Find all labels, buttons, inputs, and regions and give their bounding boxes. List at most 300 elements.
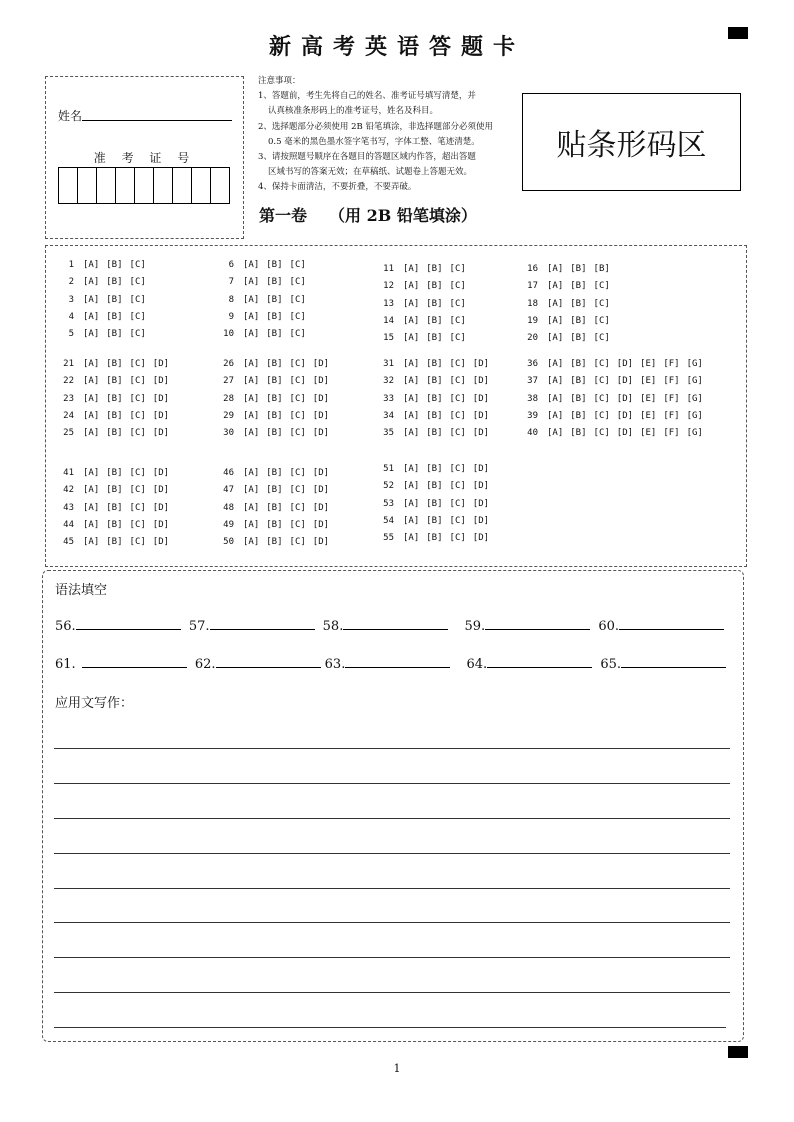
question-number: 52: [383, 481, 394, 492]
answer-option-bubble[interactable]: [C]: [129, 410, 146, 421]
answer-option-bubble[interactable]: [A]: [83, 311, 100, 322]
answer-option-bubble[interactable]: [B]: [426, 410, 443, 421]
question-number: 16: [527, 264, 538, 274]
answer-option-bubble[interactable]: [D]: [312, 393, 330, 404]
answer-option-bubble[interactable]: [A]: [547, 359, 564, 369]
answer-option-bubble[interactable]: [B]: [426, 393, 443, 404]
answer-option-bubble[interactable]: [C]: [449, 281, 466, 292]
question-row: [524, 281, 617, 291]
question-row: [220, 520, 336, 530]
answer-option-bubble[interactable]: [F]: [663, 359, 680, 369]
question-number: 46: [223, 468, 234, 478]
instruction-line: 0.5 毫米的黑色墨水签字笔书写，字体工整、笔迹清楚。: [268, 136, 480, 147]
answer-option-bubble[interactable]: [C]: [449, 481, 466, 492]
question-row: [380, 464, 496, 474]
answer-option-bubble[interactable]: [D]: [312, 428, 330, 439]
blank-line[interactable]: [343, 617, 448, 630]
blank-line[interactable]: [487, 655, 592, 668]
page-title: 新高考英语答题卡: [268, 34, 525, 60]
question-number: 54: [383, 515, 394, 526]
answer-option-bubble[interactable]: [B]: [106, 393, 123, 404]
answer-option-bubble[interactable]: [A]: [83, 329, 100, 340]
answer-option-bubble[interactable]: [C]: [289, 376, 306, 387]
answer-option-bubble[interactable]: [A]: [243, 376, 260, 387]
answer-option-bubble[interactable]: [A]: [83, 410, 100, 421]
answer-option-bubble[interactable]: [B]: [266, 359, 283, 369]
answer-option-bubble[interactable]: [C]: [129, 428, 146, 439]
question-number: 15: [383, 333, 394, 344]
answer-option-bubble[interactable]: [D]: [616, 393, 634, 404]
answer-option-bubble[interactable]: [B]: [106, 329, 123, 340]
answer-option-bubble[interactable]: [B]: [426, 464, 443, 474]
grammar-label: 语法填空: [55, 583, 108, 598]
answer-option-bubble[interactable]: [C]: [289, 519, 306, 530]
answer-option-bubble[interactable]: [B]: [570, 281, 587, 292]
writing-line[interactable]: [54, 922, 730, 923]
question-number: 19: [527, 315, 538, 326]
answer-option-bubble[interactable]: [B]: [570, 410, 587, 421]
answer-option-bubble[interactable]: [A]: [243, 294, 260, 305]
answer-option-bubble[interactable]: [B]: [570, 428, 587, 439]
answer-option-bubble[interactable]: [B]: [106, 485, 123, 496]
answer-option-bubble[interactable]: [A]: [243, 277, 260, 288]
answer-option-bubble[interactable]: [D]: [152, 537, 170, 548]
answer-option-bubble[interactable]: [B]: [426, 533, 443, 544]
question-row: [220, 277, 313, 287]
answer-option-bubble[interactable]: [B]: [426, 376, 443, 387]
answer-option-bubble[interactable]: [B]: [266, 311, 283, 322]
answer-option-bubble[interactable]: [A]: [83, 468, 100, 478]
answer-option-bubble[interactable]: [A]: [547, 410, 564, 421]
answer-option-bubble[interactable]: [D]: [616, 359, 634, 369]
answer-option-bubble[interactable]: [A]: [83, 485, 100, 496]
answer-option-bubble[interactable]: [B]: [570, 298, 587, 309]
answer-option-bubble[interactable]: [A]: [83, 294, 100, 305]
answer-option-bubble[interactable]: [C]: [129, 468, 146, 478]
answer-option-bubble[interactable]: [G]: [686, 393, 703, 404]
answer-option-bubble[interactable]: [C]: [289, 260, 306, 270]
answer-option-bubble[interactable]: [A]: [403, 464, 420, 474]
answer-option-bubble[interactable]: [E]: [640, 359, 657, 369]
answer-option-bubble[interactable]: [C]: [449, 264, 466, 274]
answer-option-bubble[interactable]: [D]: [312, 468, 330, 478]
answer-option-bubble[interactable]: [A]: [547, 264, 564, 274]
answer-option-bubble[interactable]: [B]: [106, 428, 123, 439]
question-number: 3: [68, 294, 74, 305]
answer-option-bubble[interactable]: [C]: [289, 537, 306, 548]
blank-line[interactable]: [210, 617, 315, 630]
answer-option-bubble[interactable]: [B]: [266, 428, 283, 439]
answer-option-bubble[interactable]: [B]: [570, 359, 587, 369]
answer-option-bubble[interactable]: [B]: [426, 359, 443, 369]
answer-option-bubble[interactable]: [C]: [289, 393, 306, 404]
answer-option-bubble[interactable]: [B]: [106, 376, 123, 387]
answer-option-bubble[interactable]: [C]: [449, 428, 466, 439]
question-number: 21: [63, 359, 74, 369]
answer-option-bubble[interactable]: [B]: [106, 260, 123, 270]
answer-option-bubble[interactable]: [B]: [570, 333, 587, 344]
question-number: 30: [223, 428, 234, 439]
answer-option-bubble[interactable]: [D]: [312, 376, 330, 387]
answer-option-bubble[interactable]: [B]: [426, 481, 443, 492]
answer-option-bubble[interactable]: [F]: [663, 428, 680, 439]
writing-line[interactable]: [54, 818, 730, 819]
answer-option-bubble[interactable]: [B]: [426, 515, 443, 526]
answer-option-bubble[interactable]: [C]: [593, 410, 610, 421]
answer-option-bubble[interactable]: [B]: [106, 294, 123, 305]
question-number: 14: [383, 315, 394, 326]
answer-option-bubble[interactable]: [A]: [243, 502, 260, 513]
question-number: 43: [63, 502, 74, 513]
answer-option-bubble[interactable]: [B]: [266, 329, 283, 340]
answer-option-bubble[interactable]: [A]: [243, 485, 260, 496]
instructions: [258, 74, 508, 196]
answer-option-bubble[interactable]: [B]: [426, 333, 443, 344]
answer-option-bubble[interactable]: [A]: [83, 277, 100, 288]
question-row: [60, 295, 153, 305]
answer-option-bubble[interactable]: [C]: [449, 359, 466, 369]
answer-option-bubble[interactable]: [A]: [243, 359, 260, 369]
answer-option-bubble[interactable]: [C]: [449, 498, 466, 509]
question-number: 27: [223, 376, 234, 387]
writing-line[interactable]: [54, 783, 730, 784]
name-field[interactable]: [82, 120, 232, 121]
answer-option-bubble[interactable]: [A]: [403, 359, 420, 369]
answer-option-bubble[interactable]: [B]: [593, 264, 610, 274]
question-row: [380, 316, 473, 326]
answer-option-bubble[interactable]: [B]: [106, 359, 123, 369]
answer-option-bubble[interactable]: [B]: [266, 410, 283, 421]
question-row: [220, 359, 336, 369]
answer-option-bubble[interactable]: [D]: [152, 485, 170, 496]
question-number: 36: [527, 359, 538, 369]
answer-option-bubble[interactable]: [D]: [472, 464, 490, 474]
answer-option-bubble[interactable]: [D]: [472, 410, 490, 421]
answer-option-bubble[interactable]: [B]: [426, 498, 443, 509]
answer-option-bubble[interactable]: [C]: [289, 294, 306, 305]
answer-option-bubble[interactable]: [A]: [547, 333, 564, 344]
question-row: [380, 481, 496, 491]
answer-option-bubble[interactable]: [B]: [106, 468, 123, 478]
answer-option-bubble[interactable]: [C]: [289, 359, 306, 369]
question-row: [380, 499, 496, 509]
question-row: [380, 394, 496, 404]
question-row: [60, 520, 176, 530]
answer-option-bubble[interactable]: [G]: [686, 376, 703, 387]
question-row: [524, 428, 710, 438]
answer-option-bubble[interactable]: [D]: [616, 376, 634, 387]
answer-option-bubble[interactable]: [C]: [129, 311, 146, 322]
answer-option-bubble[interactable]: [C]: [593, 281, 610, 292]
alignment-mark-top: [728, 27, 748, 39]
answer-option-bubble[interactable]: [B]: [266, 519, 283, 530]
answer-option-bubble[interactable]: [A]: [547, 393, 564, 404]
answer-option-bubble[interactable]: [C]: [289, 329, 306, 340]
answer-option-bubble[interactable]: [B]: [570, 315, 587, 326]
blank-number: 58.: [322, 619, 344, 634]
answer-option-bubble[interactable]: [B]: [266, 260, 283, 270]
answer-option-bubble[interactable]: [C]: [593, 376, 610, 387]
question-row: [60, 468, 176, 478]
answer-option-bubble[interactable]: [B]: [426, 428, 443, 439]
answer-option-bubble[interactable]: [B]: [570, 264, 587, 274]
answer-option-bubble[interactable]: [C]: [129, 260, 146, 270]
blank-line[interactable]: [82, 655, 187, 668]
answer-option-bubble[interactable]: [A]: [547, 315, 564, 326]
answer-option-bubble[interactable]: [C]: [289, 428, 306, 439]
answer-option-bubble[interactable]: [D]: [312, 502, 330, 513]
blank-line[interactable]: [621, 655, 726, 668]
answer-option-bubble[interactable]: [C]: [449, 515, 466, 526]
answer-option-bubble[interactable]: [B]: [266, 376, 283, 387]
answer-option-bubble[interactable]: [A]: [547, 281, 564, 292]
answer-option-bubble[interactable]: [B]: [266, 537, 283, 548]
question-number: 23: [63, 393, 74, 404]
answer-option-bubble[interactable]: [D]: [152, 376, 170, 387]
answer-option-bubble[interactable]: [C]: [129, 393, 146, 404]
answer-option-bubble[interactable]: [A]: [83, 519, 100, 530]
answer-option-bubble[interactable]: [D]: [472, 359, 490, 369]
answer-option-bubble[interactable]: [C]: [129, 277, 146, 288]
question-number: 9: [228, 311, 234, 322]
question-number: 4: [68, 311, 74, 322]
question-number: 44: [63, 519, 74, 530]
answer-option-bubble[interactable]: [E]: [640, 393, 657, 404]
answer-option-bubble[interactable]: [B]: [106, 410, 123, 421]
grammar-row-2: [55, 655, 726, 672]
answer-option-bubble[interactable]: [D]: [152, 359, 170, 369]
page-number: 1: [393, 1062, 401, 1075]
exam-id-grid[interactable]: [58, 167, 230, 204]
student-info-box: [45, 76, 244, 239]
answer-option-bubble[interactable]: [C]: [449, 333, 466, 344]
answer-option-bubble[interactable]: [A]: [547, 298, 564, 309]
answer-option-bubble[interactable]: [D]: [472, 515, 490, 526]
question-row: [220, 468, 336, 478]
answer-option-bubble[interactable]: [A]: [403, 264, 420, 274]
answer-option-bubble[interactable]: [B]: [266, 502, 283, 513]
answer-option-bubble[interactable]: [C]: [289, 502, 306, 513]
answer-option-bubble[interactable]: [A]: [83, 428, 100, 439]
question-number: 1: [68, 260, 74, 270]
answer-option-bubble[interactable]: [B]: [106, 502, 123, 513]
answer-option-bubble[interactable]: [C]: [129, 502, 146, 513]
question-number: 18: [527, 298, 538, 309]
answer-option-bubble[interactable]: [A]: [403, 428, 420, 439]
answer-option-bubble[interactable]: [D]: [312, 359, 330, 369]
question-row: [380, 516, 496, 526]
instruction-line: 4、保持卡面清洁，不要折叠，不要弄破。: [258, 182, 417, 193]
answer-option-bubble[interactable]: [A]: [403, 481, 420, 492]
answer-option-bubble[interactable]: [G]: [686, 428, 703, 439]
answer-option-bubble[interactable]: [A]: [83, 359, 100, 369]
answer-option-bubble[interactable]: [C]: [129, 519, 146, 530]
question-row: [524, 316, 617, 326]
answer-option-bubble[interactable]: [B]: [106, 277, 123, 288]
question-number: 12: [383, 281, 394, 292]
answer-option-bubble[interactable]: [D]: [152, 410, 170, 421]
answer-option-bubble[interactable]: [C]: [129, 329, 146, 340]
answer-option-bubble[interactable]: [A]: [403, 333, 420, 344]
blank-line[interactable]: [216, 655, 321, 668]
answer-option-bubble[interactable]: [A]: [83, 260, 100, 270]
answer-option-bubble[interactable]: [B]: [106, 519, 123, 530]
answer-option-bubble[interactable]: [D]: [616, 410, 634, 421]
answer-option-bubble[interactable]: [C]: [593, 393, 610, 404]
question-row: [220, 485, 336, 495]
answer-option-bubble[interactable]: [B]: [106, 311, 123, 322]
answer-option-bubble[interactable]: [B]: [426, 298, 443, 309]
answer-option-bubble[interactable]: [F]: [663, 376, 680, 387]
answer-option-bubble[interactable]: [C]: [449, 410, 466, 421]
answer-option-bubble[interactable]: [A]: [547, 428, 564, 439]
writing-line[interactable]: [54, 888, 730, 889]
question-row: [524, 299, 617, 309]
question-row: [220, 295, 313, 305]
answer-option-bubble[interactable]: [C]: [129, 537, 146, 548]
answer-option-bubble[interactable]: [B]: [266, 277, 283, 288]
answer-option-bubble[interactable]: [F]: [663, 410, 680, 421]
answer-option-bubble[interactable]: [D]: [312, 519, 330, 530]
answer-option-bubble[interactable]: [C]: [289, 485, 306, 496]
answer-option-bubble[interactable]: [B]: [266, 393, 283, 404]
answer-option-bubble[interactable]: [D]: [472, 376, 490, 387]
answer-option-bubble[interactable]: [A]: [243, 260, 260, 270]
writing-line[interactable]: [54, 992, 730, 993]
question-row: [380, 281, 473, 291]
question-number: 40: [527, 428, 538, 439]
answer-option-bubble[interactable]: [B]: [266, 294, 283, 305]
answer-option-bubble[interactable]: [A]: [83, 537, 100, 548]
answer-option-bubble[interactable]: [C]: [129, 376, 146, 387]
question-row: [380, 333, 473, 343]
writing-line[interactable]: [54, 853, 730, 854]
answer-option-bubble[interactable]: [B]: [266, 485, 283, 496]
writing-line[interactable]: [54, 748, 730, 749]
answer-option-bubble[interactable]: [A]: [243, 519, 260, 530]
answer-option-bubble[interactable]: [D]: [472, 481, 490, 492]
question-row: [220, 312, 313, 322]
answer-option-bubble[interactable]: [D]: [616, 428, 634, 439]
answer-option-bubble[interactable]: [A]: [403, 498, 420, 509]
answer-option-bubble[interactable]: [E]: [640, 410, 657, 421]
answer-option-bubble[interactable]: [C]: [449, 393, 466, 404]
answer-option-bubble[interactable]: [C]: [449, 315, 466, 326]
answer-option-bubble[interactable]: [B]: [426, 264, 443, 274]
answer-option-bubble[interactable]: [G]: [686, 410, 703, 421]
answer-option-bubble[interactable]: [B]: [106, 537, 123, 548]
answer-option-bubble[interactable]: [A]: [243, 428, 260, 439]
instruction-line: 1、答题前，考生先将自己的姓名、准考证号填写清楚，并: [258, 91, 476, 102]
answer-option-bubble[interactable]: [A]: [243, 537, 260, 548]
answer-option-bubble[interactable]: [C]: [449, 533, 466, 544]
answer-option-bubble[interactable]: [B]: [570, 376, 587, 387]
answer-option-bubble[interactable]: [D]: [472, 393, 490, 404]
blank-line[interactable]: [485, 617, 590, 630]
question-row: [60, 329, 153, 339]
answer-option-bubble[interactable]: [A]: [403, 281, 420, 292]
answer-option-bubble[interactable]: [C]: [289, 468, 306, 478]
question-row: [380, 428, 496, 438]
answer-option-bubble[interactable]: [A]: [403, 515, 420, 526]
answer-option-bubble[interactable]: [C]: [593, 298, 610, 309]
answer-option-bubble[interactable]: [D]: [312, 410, 330, 421]
answer-option-bubble[interactable]: [D]: [472, 533, 490, 544]
answer-option-bubble[interactable]: [C]: [449, 464, 466, 474]
answer-option-bubble[interactable]: [C]: [593, 315, 610, 326]
writing-line[interactable]: [54, 1027, 726, 1028]
answer-option-bubble[interactable]: [C]: [289, 311, 306, 322]
answer-option-bubble[interactable]: [F]: [663, 393, 680, 404]
answer-option-bubble[interactable]: [A]: [243, 393, 260, 404]
answer-option-bubble[interactable]: [E]: [640, 376, 657, 387]
question-row: [60, 277, 153, 287]
question-number: 53: [383, 498, 394, 509]
answer-option-bubble[interactable]: [A]: [403, 410, 420, 421]
question-number: 29: [223, 410, 234, 421]
answer-option-bubble[interactable]: [A]: [403, 315, 420, 326]
writing-line[interactable]: [54, 957, 730, 958]
answer-option-bubble[interactable]: [D]: [312, 485, 330, 496]
answer-option-bubble[interactable]: [A]: [243, 329, 260, 340]
answer-option-bubble[interactable]: [D]: [472, 498, 490, 509]
answer-option-bubble[interactable]: [D]: [472, 428, 490, 439]
answer-option-bubble[interactable]: [G]: [686, 359, 703, 369]
answer-option-bubble[interactable]: [D]: [312, 537, 330, 548]
question-number: 55: [383, 533, 394, 544]
alignment-mark-bottom: [728, 1046, 748, 1058]
answer-option-bubble[interactable]: [A]: [243, 468, 260, 478]
blank-line[interactable]: [619, 617, 724, 630]
answer-option-bubble[interactable]: [C]: [129, 359, 146, 369]
answer-option-bubble[interactable]: [E]: [640, 428, 657, 439]
blank-line[interactable]: [345, 655, 450, 668]
answer-option-bubble[interactable]: [B]: [570, 393, 587, 404]
answer-option-bubble[interactable]: [A]: [83, 393, 100, 404]
answer-option-bubble[interactable]: [C]: [593, 428, 610, 439]
answer-option-bubble[interactable]: [C]: [449, 376, 466, 387]
answer-option-bubble[interactable]: [C]: [129, 485, 146, 496]
question-number: 38: [527, 393, 538, 404]
answer-option-bubble[interactable]: [C]: [593, 333, 610, 344]
answer-option-bubble[interactable]: [C]: [593, 359, 610, 369]
answer-option-bubble[interactable]: [D]: [152, 468, 170, 478]
answer-option-bubble[interactable]: [A]: [83, 502, 100, 513]
answer-option-bubble[interactable]: [A]: [403, 393, 420, 404]
answer-option-bubble[interactable]: [D]: [152, 393, 170, 404]
answer-option-bubble[interactable]: [B]: [266, 468, 283, 478]
answer-option-bubble[interactable]: [D]: [152, 519, 170, 530]
answer-option-bubble[interactable]: [A]: [403, 533, 420, 544]
question-number: 39: [527, 410, 538, 421]
answer-option-bubble[interactable]: [A]: [83, 376, 100, 387]
answer-option-bubble[interactable]: [C]: [289, 277, 306, 288]
answer-option-bubble[interactable]: [C]: [129, 294, 146, 305]
answer-option-bubble[interactable]: [A]: [403, 298, 420, 309]
answer-option-bubble[interactable]: [A]: [403, 376, 420, 387]
instructions-heading: 注意事项：: [258, 76, 301, 86]
answer-option-bubble[interactable]: [A]: [547, 376, 564, 387]
answer-option-bubble[interactable]: [D]: [152, 502, 170, 513]
answer-option-bubble[interactable]: [A]: [243, 410, 260, 421]
answer-option-bubble[interactable]: [C]: [289, 410, 306, 421]
answer-option-bubble[interactable]: [C]: [449, 298, 466, 309]
answer-option-bubble[interactable]: [D]: [152, 428, 170, 439]
blank-line[interactable]: [76, 617, 181, 630]
answer-option-bubble[interactable]: [B]: [426, 315, 443, 326]
answer-option-bubble[interactable]: [A]: [243, 311, 260, 322]
answer-option-bubble[interactable]: [B]: [426, 281, 443, 292]
